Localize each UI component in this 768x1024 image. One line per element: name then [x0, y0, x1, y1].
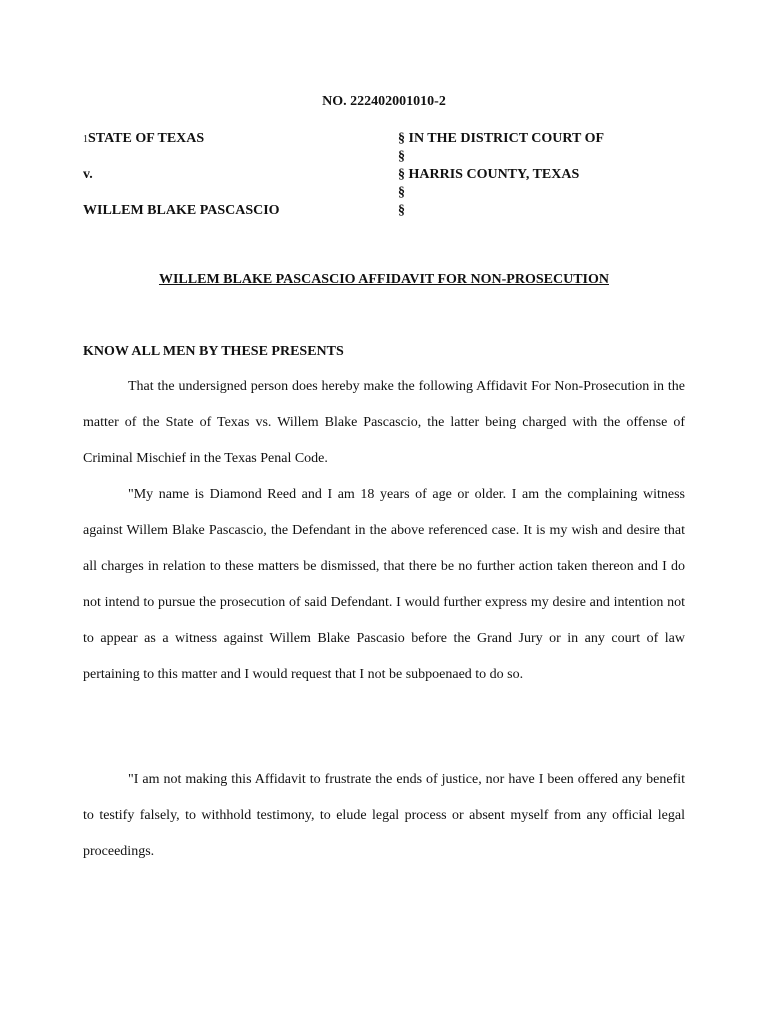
paragraph-statement: "My name is Diamond Reed and I am 18 years of age or older. I am the complaining witness against Willem Blake Pascascio, the Defendant in the above referenced case. It is my wish and desire that all charges in relation to these matters be dismissed, that there be no further action taken thereon and I do not intend to pursue the prosecution of said Defendant. I would further express my desire and intention not to appear as a witness against Willem Blake Pascasio before the Grand Jury or in any court of law pertaining to this matter and I would request that I not be subpoenaed to do so. — [83, 487, 685, 682]
caption-state-text: STATE OF TEXAS — [88, 131, 205, 146]
caption-versus: v. — [83, 167, 93, 182]
caption-defendant: WILLEM BLAKE PASCASCIO — [83, 203, 280, 218]
caption-court-line-5: § — [398, 203, 405, 218]
know-all-heading: KNOW ALL MEN BY THESE PRESENTS — [83, 344, 344, 359]
caption-state — [83, 130, 204, 149]
case-number: NO. 222402001010-2 — [322, 94, 446, 109]
document-title: WILLEM BLAKE PASCASCIO AFFIDAVIT FOR NON-PROSECUTION — [158, 272, 609, 287]
caption-court-line-2: § — [398, 149, 405, 164]
paragraph-declaration: "I am not making this Affidavit to frustrate the ends of justice, nor have I been offered any benefit to testify falsely, to withhold testimony, to elude legal process or absent myself from any official legal proceedings. — [83, 772, 685, 859]
caption-court-line-3: § HARRIS COUNTY, TEXAS — [398, 167, 580, 182]
footnote-marker: 1 — [83, 134, 88, 145]
caption-court-line-1: § IN THE DISTRICT COURT OF — [398, 131, 605, 146]
paragraph-intro: That the undersigned person does hereby make the following Affidavit For Non-Prosecution in the matter of the State of Texas vs. Willem Blake Pascascio, the latter being charged with the offense of Criminal Mischief in the Texas Penal Code. — [83, 379, 685, 466]
caption-court-line-4: § — [398, 185, 405, 200]
